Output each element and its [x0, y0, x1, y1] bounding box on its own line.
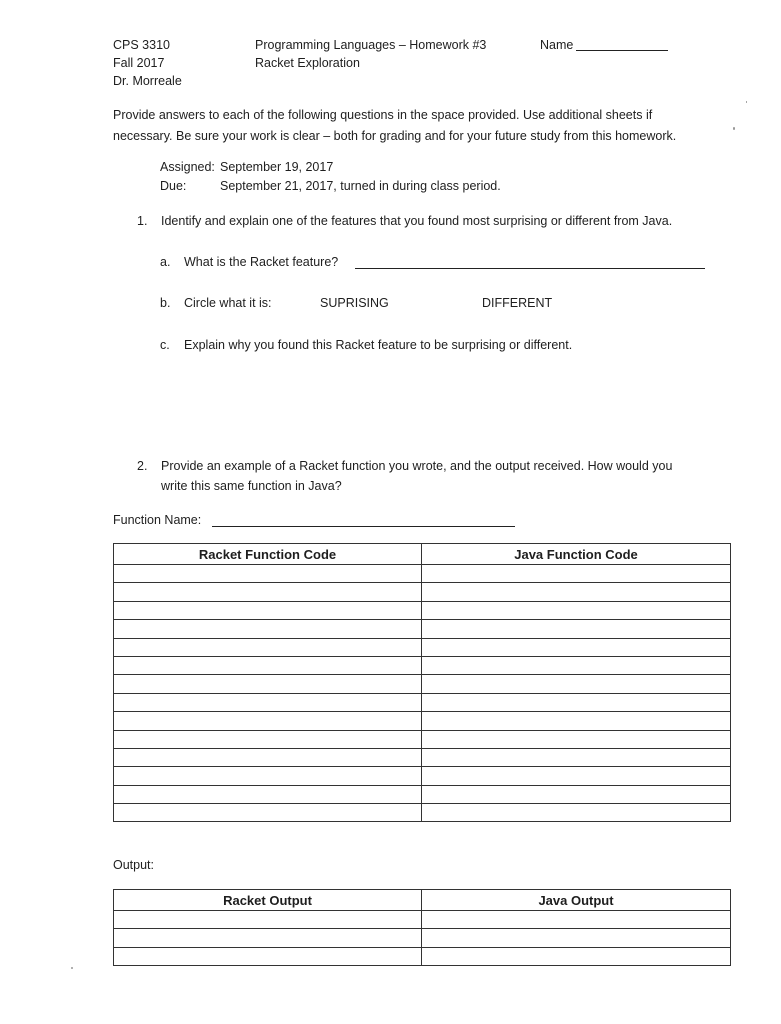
racket-code-cell[interactable] — [114, 767, 422, 785]
java-code-cell[interactable] — [422, 712, 731, 730]
java-code-cell[interactable] — [422, 675, 731, 693]
java-output-cell[interactable] — [422, 911, 731, 929]
java-code-cell[interactable] — [422, 693, 731, 711]
q1b-letter: b. — [160, 296, 171, 310]
function-name-field[interactable] — [212, 526, 515, 527]
homework-subtitle: Racket Exploration — [255, 56, 360, 70]
racket-output-cell[interactable] — [114, 911, 422, 929]
table-row — [114, 675, 731, 693]
output-label: Output: — [113, 858, 154, 872]
table-row — [114, 656, 731, 674]
course-code: CPS 3310 — [113, 38, 170, 52]
java-output-cell[interactable] — [422, 929, 731, 947]
assigned-label: Assigned: — [160, 160, 215, 174]
table-row — [114, 693, 731, 711]
java-output-header: Java Output — [422, 890, 731, 911]
scan-speck — [71, 967, 73, 969]
table-row — [114, 929, 731, 947]
java-code-cell[interactable] — [422, 748, 731, 766]
racket-code-cell[interactable] — [114, 583, 422, 601]
racket-code-cell[interactable] — [114, 565, 422, 583]
q1c-text: Explain why you found this Racket feature to be surprising or different. — [184, 338, 573, 352]
racket-code-cell[interactable] — [114, 693, 422, 711]
java-code-cell[interactable] — [422, 620, 731, 638]
output-table-header-row — [114, 890, 731, 911]
intro-line-2: necessary. Be sure your work is clear – both for grading and for your future study from this homework. — [113, 129, 677, 143]
q1a-text: What is the Racket feature? — [184, 255, 339, 269]
racket-code-cell[interactable] — [114, 712, 422, 730]
table-row — [114, 767, 731, 785]
table-row — [114, 748, 731, 766]
q1b-text: Circle what it is: — [184, 296, 272, 310]
table-row — [114, 601, 731, 619]
racket-code-cell[interactable] — [114, 675, 422, 693]
table-row — [114, 730, 731, 748]
q1a-answer-line[interactable] — [355, 268, 705, 269]
table-row — [114, 638, 731, 656]
q1a-letter: a. — [160, 255, 171, 269]
racket-output-cell[interactable] — [114, 947, 422, 965]
q2-text-line-2: write this same function in Java? — [161, 479, 342, 493]
java-code-cell[interactable] — [422, 601, 731, 619]
table-row — [114, 712, 731, 730]
racket-code-cell[interactable] — [114, 620, 422, 638]
scan-speck — [746, 101, 747, 103]
table-row — [114, 620, 731, 638]
java-code-cell[interactable] — [422, 804, 731, 822]
table-row — [114, 911, 731, 929]
java-code-header: Java Function Code — [422, 544, 731, 565]
java-code-cell[interactable] — [422, 583, 731, 601]
homework-title: Programming Languages – Homework #3 — [255, 38, 487, 52]
output-table — [113, 889, 731, 966]
due-date: September 21, 2017, turned in during class period. — [220, 179, 501, 193]
java-code-cell[interactable] — [422, 785, 731, 803]
java-code-cell[interactable] — [422, 656, 731, 674]
racket-output-header: Racket Output — [114, 890, 422, 911]
name-label: Name — [540, 38, 574, 52]
racket-code-cell[interactable] — [114, 804, 422, 822]
q2-text-line-1: Provide an example of a Racket function you wrote, and the output received. How would you — [161, 459, 673, 473]
table-row — [114, 804, 731, 822]
function-name-label: Function Name: — [113, 513, 202, 527]
racket-output-cell[interactable] — [114, 929, 422, 947]
table-row — [114, 583, 731, 601]
option-different[interactable]: DIFFERENT — [482, 296, 553, 310]
racket-code-cell[interactable] — [114, 656, 422, 674]
racket-code-cell[interactable] — [114, 638, 422, 656]
racket-code-cell[interactable] — [114, 601, 422, 619]
scan-speck — [733, 127, 735, 130]
table-row — [114, 947, 731, 965]
q1-text: Identify and explain one of the features that you found most surprising or different from Java. — [161, 214, 673, 228]
code-table — [113, 543, 731, 822]
java-output-cell[interactable] — [422, 947, 731, 965]
table-row — [114, 565, 731, 583]
name-field[interactable] — [576, 50, 668, 51]
racket-code-cell[interactable] — [114, 785, 422, 803]
racket-code-cell[interactable] — [114, 730, 422, 748]
table-row — [114, 785, 731, 803]
racket-code-cell[interactable] — [114, 748, 422, 766]
java-code-cell[interactable] — [422, 565, 731, 583]
java-code-cell[interactable] — [422, 730, 731, 748]
java-code-cell[interactable] — [422, 638, 731, 656]
assigned-date: September 19, 2017 — [220, 160, 334, 174]
due-label: Due: — [160, 179, 187, 193]
option-surprising[interactable]: SUPRISING — [320, 296, 389, 310]
q1-number: 1. — [137, 214, 148, 228]
term: Fall 2017 — [113, 56, 165, 70]
java-code-cell[interactable] — [422, 767, 731, 785]
q2-number: 2. — [137, 459, 148, 473]
racket-code-header: Racket Function Code — [114, 544, 422, 565]
code-table-header-row — [114, 544, 731, 565]
intro-line-1: Provide answers to each of the following questions in the space provided. Use additional sheets if — [113, 108, 653, 122]
q1c-letter: c. — [160, 338, 170, 352]
instructor: Dr. Morreale — [113, 74, 182, 88]
